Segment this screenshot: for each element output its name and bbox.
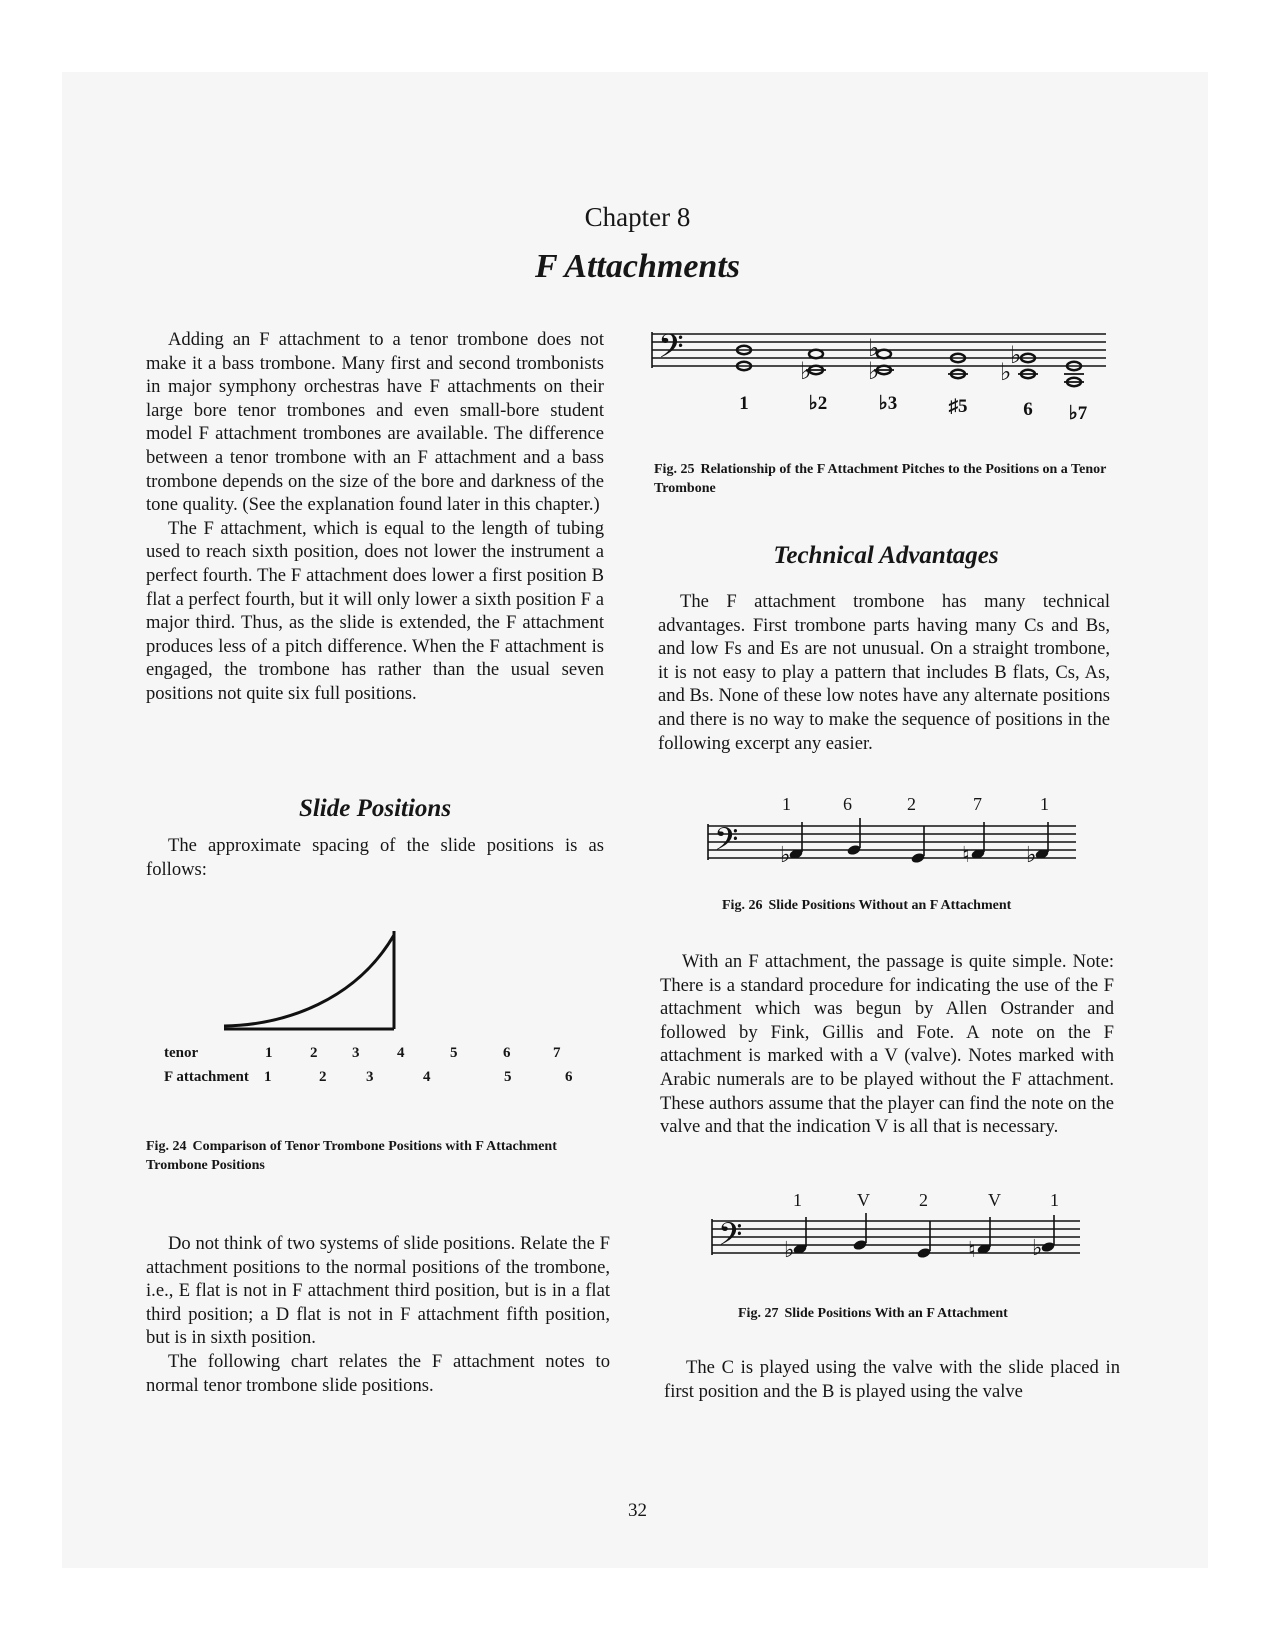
fig27-staff [708, 1213, 1084, 1265]
fig27-position-1: 1 [793, 1190, 802, 1210]
f-position-2: 2 [319, 1069, 327, 1085]
fig27-caption-label: Fig. 27 [738, 1306, 779, 1321]
slide-positions-paragraph: The approximate spacing of the slide positions is as follows: [146, 835, 604, 880]
svg-text:♭: ♭ [1026, 842, 1037, 867]
f-position-3: 3 [366, 1069, 374, 1085]
fig25-caption [654, 460, 1110, 498]
slide-positions-text [146, 834, 604, 881]
final-text [664, 1356, 1120, 1403]
fig25-caption-label: Fig. 25 [654, 462, 695, 477]
page-number: 32 [628, 1500, 647, 1521]
fig24-caption-label: Fig. 24 [146, 1139, 187, 1154]
fig25-label-4: ♯5 [948, 396, 968, 417]
valve-paragraph: With an F attachment, the passage is quite simple. Note: There is a standard procedure for indicating the use of the F attachment which was begun by Allen Ostrander and followed by Fink, Gillis and Fote. A note on the F attachment is marked with a V (valve). Notes marked with Arabic numerals are to be played without the F attachment. These authors assume that the player can find the note on the valve and that the indication V is all that is necessary. [660, 951, 1114, 1138]
svg-text:♭: ♭ [868, 359, 880, 385]
fig27-caption-text: Slide Positions With an F Attachment [784, 1306, 1008, 1321]
intro-paragraph-1: Adding an F attachment to a tenor trombone does not make it a bass trombone. Many first and second trombonists in major symphony orchestras have F attachments on their large bore tenor trombones and even small-bore student model F attachment trombones are available. The difference between a tenor trombone with an F attachment and a bass trombone depends on the size of the bore and darkness of the tone quality. (See the explanation found later in this chapter.) [146, 329, 604, 516]
bass-clef-icon: 𝄢 [714, 823, 739, 865]
fig25-staff [648, 322, 1110, 430]
fig25-label-2: ♭2 [808, 393, 828, 414]
fig24-caption [146, 1137, 614, 1175]
f-position-1: 1 [264, 1069, 272, 1085]
svg-text:♭: ♭ [1000, 360, 1012, 386]
fig26-position-2: 6 [843, 794, 852, 814]
bass-clef-icon: 𝄢 [658, 328, 684, 373]
fig25-label-1: 1 [739, 393, 749, 414]
f-position-5: 5 [504, 1069, 512, 1085]
fig26-staff [704, 818, 1080, 870]
chapter-title: F Attachments [535, 248, 740, 285]
tenor-position-7: 7 [553, 1045, 561, 1061]
fig26-position-3: 2 [907, 794, 916, 814]
fig26-position-4: 7 [973, 794, 982, 814]
fig26-position-1: 1 [782, 794, 791, 814]
fig27-position-2: V [857, 1190, 870, 1210]
fig25-caption-text: Relationship of the F Attachment Pitches to the Positions on a Tenor Trombone [654, 462, 1107, 496]
svg-text:♮: ♮ [968, 1237, 976, 1262]
chapter-label: Chapter 8 [584, 202, 691, 232]
svg-text:♭: ♭ [784, 1237, 795, 1262]
tenor-position-2: 2 [310, 1045, 318, 1061]
fig26-caption [722, 896, 1102, 915]
intro-paragraph-2: The F attachment, which is equal to the length of tubing used to reach sixth position, does not lower the instrument a perfect fourth. The F attachment does lower a first position B flat a perfect fourth, but it will only lower a sixth position F a major third. Thus, as the slide is extended, the F attachment produces less of a pitch difference. When the F attachment is engaged, the trombone has rather than the usual seven positions not quite six full positions. [146, 517, 604, 704]
tenor-position-6: 6 [503, 1045, 511, 1061]
fig27-position-3: 2 [919, 1190, 928, 1210]
closing-text [146, 1232, 610, 1397]
tenor-position-4: 4 [397, 1045, 405, 1061]
svg-text:♭: ♭ [780, 842, 791, 867]
fig27-position-5: 1 [1050, 1190, 1059, 1210]
fig27-caption [738, 1304, 1098, 1323]
svg-text:♭: ♭ [1010, 343, 1022, 369]
technical-advantages-text [658, 590, 1110, 755]
fig25-label-3: ♭3 [878, 393, 898, 414]
fig26-position-5: 1 [1040, 794, 1049, 814]
closing-paragraph-2: The following chart relates the F attachment notes to normal tenor trombone slide positions. [146, 1350, 610, 1396]
fig24-caption-text: Comparison of Tenor Trombone Positions with F Attachment Trombone Positions [146, 1139, 557, 1173]
svg-text:♭: ♭ [800, 359, 812, 385]
tenor-position-1: 1 [265, 1045, 273, 1061]
f-position-6: 6 [565, 1069, 573, 1085]
tenor-position-3: 3 [352, 1045, 360, 1061]
technical-advantages-heading: Technical Advantages [773, 542, 999, 569]
slide-positions-heading: Slide Positions [298, 795, 452, 822]
valve-text [660, 950, 1114, 1139]
slide-spacing-curve [216, 925, 406, 1035]
fig25-label-6: ♭7 [1068, 403, 1088, 424]
intro-text [146, 328, 604, 706]
svg-text:♮: ♮ [962, 842, 970, 867]
bass-clef-icon: 𝄢 [718, 1218, 743, 1260]
f-position-4: 4 [423, 1069, 431, 1085]
closing-paragraph-1: Do not think of two systems of slide positions. Relate the F attachment positions to the normal positions of the trombone, i.e., E flat is not in F attachment third position, but is in a flat third position; a D flat is not in F attachment fifth position, but is in sixth position. [146, 1233, 610, 1349]
fig25-label-5: 6 [1023, 399, 1033, 420]
tenor-label: tenor [164, 1045, 199, 1061]
final-paragraph: The C is played using the valve with the slide placed in first position and the B is played using the valve [664, 1357, 1120, 1402]
fig26-caption-label: Fig. 26 [722, 898, 763, 913]
fig27-position-4: V [988, 1190, 1001, 1210]
fig26-caption-text: Slide Positions Without an F Attachment [768, 898, 1012, 913]
technical-advantages-paragraph: The F attachment trombone has many technical advantages. First trombone parts having many Cs and Bs, and low Fs and Es are not unusual. On a straight trombone, it is not easy to play a pattern that includes B flats, Cs, As, and Bs. None of these low notes have any alternate positions and there is no way to make the sequence of positions in the following excerpt any easier. [658, 591, 1110, 754]
f-attachment-label: F attachment [164, 1069, 249, 1085]
svg-text:♭: ♭ [868, 336, 880, 362]
tenor-position-5: 5 [450, 1045, 458, 1061]
svg-text:♭: ♭ [1032, 1235, 1043, 1260]
